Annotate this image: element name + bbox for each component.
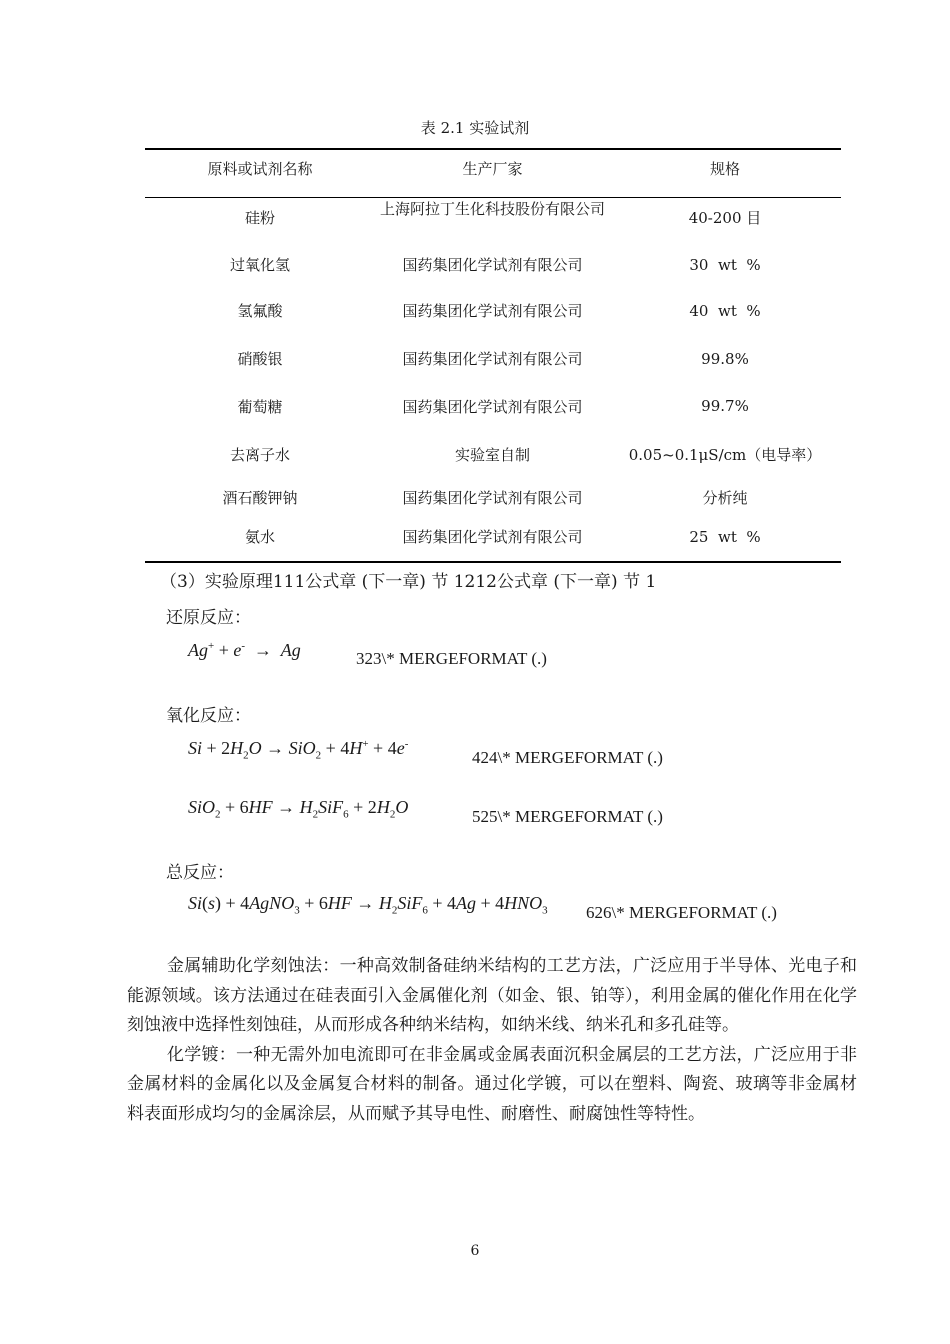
page-number: 6	[470, 1243, 480, 1259]
reagent-manufacturer: 国药集团化学试剂有限公司	[402, 398, 583, 416]
reagent-name: 硝酸银	[237, 350, 283, 368]
reagent-spec: 40-200 目	[688, 209, 762, 227]
paragraph-mace: 金属辅助化学刻蚀法：一种高效制备硅纳米结构的工艺方法，广泛应用于半导体、光电子和能源领域。该方法通过在硅表面引入金属催化剂（如金、银、铂等），利用金属的催化作用在化学刻蚀液中选择性刻蚀硅，从而形成各种纳米结构，如纳米线、纳米孔和多孔硅等。	[127, 956, 857, 1035]
reagent-name: 葡萄糖	[237, 398, 283, 416]
reagent-spec: 99.7%	[701, 397, 749, 415]
paragraph-electroless-plating: 化学镀：一种无需外加电流即可在非金属或金属表面沉积金属层的工艺方法，广泛应用于非金属材料的金属化以及金属复合材料的制备。通过化学镀，可以在塑料、陶瓷、玻璃等非金属材料表面形成均匀的金属涂层，从而赋予其导电性、耐磨性、耐腐蚀性等特性。	[127, 1044, 857, 1124]
reagent-name: 氨水	[244, 528, 275, 546]
reagent-manufacturer: 国药集团化学试剂有限公司	[402, 350, 583, 368]
total-label: 总反应：	[166, 863, 234, 883]
reagent-manufacturer: 实验室自制	[454, 446, 530, 464]
equation-reduction: Ag+ + e- → Ag	[188, 640, 301, 660]
table-caption: 表 2.1 实验试剂	[420, 119, 530, 137]
reagent-manufacturer: 国药集团化学试剂有限公司	[402, 256, 583, 274]
reduction-label: 还原反应：	[166, 608, 251, 628]
reagent-name: 酒石酸钾钠	[222, 489, 298, 507]
header-manufacturer: 生产厂家	[462, 160, 523, 178]
table-header-rule	[145, 197, 841, 198]
reagent-spec: 99.8%	[701, 350, 749, 368]
equation-oxidation-2: $SiO_2 + 6HF \to H_2SiF_6 + 2H_2O$	[188, 797, 409, 821]
reagent-name: 过氧化氢	[229, 256, 290, 274]
reagent-manufacturer: 国药集团化学试剂有限公司	[402, 528, 583, 546]
header-spec: 规格	[709, 160, 740, 178]
reagent-manufacturer: 国药集团化学试剂有限公司	[402, 489, 583, 507]
reagent-spec: 分析纯	[702, 489, 748, 507]
table-bottom-rule	[145, 561, 841, 563]
reagent-manufacturer: 上海阿拉丁生化科技股份有限公司	[380, 200, 606, 218]
equation-number-3: 525\* MERGEFORMAT (.)	[472, 807, 663, 826]
reagent-name: 去离子水	[229, 446, 290, 464]
header-name: 原料或试剂名称	[207, 160, 313, 178]
reagent-name: 氢氟酸	[237, 302, 283, 320]
equation-number-2: 424\* MERGEFORMAT (.)	[472, 748, 663, 767]
reagent-manufacturer: 国药集团化学试剂有限公司	[402, 302, 583, 320]
reagent-spec: 40 wt %	[689, 302, 761, 320]
reagent-spec: 0.05~0.1μS/cm（电导率）	[628, 446, 822, 464]
reagent-name: 硅粉	[244, 209, 275, 227]
equation-number-1: 323\* MERGEFORMAT (.)	[356, 649, 547, 668]
reagent-spec: 25 wt %	[689, 528, 761, 546]
section-heading: （3）实验原理111公式章 (下一章) 节 1212公式章 (下一章) 节 1	[160, 572, 657, 592]
equation-total: Si(s) + 4AgNO$_3$ + $6HF \to H_2SiF_6 + 4Ag + 4HNO_3$	[188, 893, 548, 917]
oxidation-label: 氧化反应：	[166, 706, 251, 726]
table-top-rule	[145, 148, 841, 150]
reagent-spec: 30 wt %	[689, 256, 761, 274]
body-text	[127, 952, 857, 1129]
equation-number-4: 626\* MERGEFORMAT (.)	[586, 903, 777, 922]
equation-oxidation-1: $Si + 2H_2O \to SiO_2 + 4H^+ + 4e^-$	[188, 738, 409, 762]
